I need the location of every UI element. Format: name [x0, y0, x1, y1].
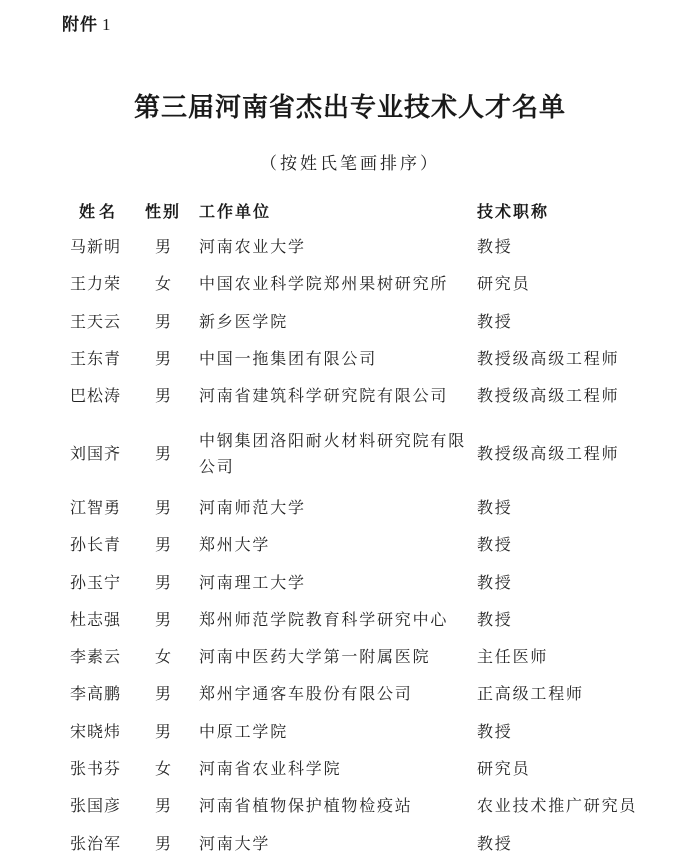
row-name: 张治军	[70, 834, 122, 853]
row-title: 农业技术推广研究员	[477, 796, 638, 815]
row-unit: 中国农业科学院郑州果树研究所	[199, 274, 449, 293]
row-title: 正高级工程师	[477, 684, 584, 703]
row-unit: 中国一拖集团有限公司	[199, 349, 378, 368]
row-name: 王力荣	[70, 274, 122, 293]
row-unit: 中钢集团洛阳耐火材料研究院有限公司	[199, 431, 467, 476]
row-unit: 河南理工大学	[199, 573, 306, 592]
table-row	[0, 309, 700, 335]
table-row	[0, 719, 700, 745]
document-title: 第三届河南省杰出专业技术人才名单	[133, 93, 566, 123]
row-title: 教授	[477, 535, 513, 554]
row-title: 教授	[477, 610, 513, 629]
row-unit: 河南大学	[199, 834, 271, 853]
table-row	[0, 346, 700, 372]
row-gender: 男	[154, 444, 171, 463]
row-unit: 河南省植物保护植物检疫站	[199, 796, 413, 815]
row-gender: 男	[154, 684, 171, 703]
row-unit: 郑州大学	[199, 535, 271, 554]
row-unit: 中原工学院	[199, 722, 289, 741]
table-row	[0, 756, 700, 782]
row-gender: 女	[154, 274, 171, 293]
row-gender: 男	[154, 573, 171, 592]
table-row	[0, 681, 700, 707]
row-title: 教授	[477, 722, 513, 741]
row-gender: 男	[154, 312, 171, 331]
row-name: 杜志强	[70, 610, 122, 629]
table-row	[0, 570, 700, 596]
table-row	[0, 234, 700, 260]
row-name: 刘国齐	[70, 444, 122, 463]
row-name: 王东青	[70, 349, 122, 368]
row-unit: 河南省建筑科学研究院有限公司	[199, 386, 449, 405]
row-gender: 男	[154, 237, 171, 256]
row-unit: 新乡医学院	[199, 312, 289, 331]
table-row	[0, 271, 700, 297]
row-gender: 男	[154, 349, 171, 368]
header-gender: 性别	[144, 202, 181, 221]
row-gender: 女	[154, 759, 171, 778]
row-unit: 郑州师范学院教育科学研究中心	[199, 610, 449, 629]
table-row	[0, 428, 700, 480]
table-row	[0, 532, 700, 558]
row-unit: 河南农业大学	[199, 237, 306, 256]
row-name: 孙长青	[70, 535, 122, 554]
row-unit: 河南省农业科学院	[199, 759, 342, 778]
table-row	[0, 793, 700, 819]
row-gender: 男	[154, 498, 171, 517]
row-gender: 男	[154, 796, 171, 815]
row-gender: 男	[154, 386, 171, 405]
header-unit: 工作单位	[199, 202, 272, 221]
row-name: 王天云	[70, 312, 122, 331]
row-name: 孙玉宁	[70, 573, 122, 592]
row-name: 宋晓炜	[70, 722, 122, 741]
table-row	[0, 607, 700, 633]
row-title: 研究员	[477, 759, 531, 778]
row-name: 张书芬	[70, 759, 122, 778]
row-title: 教授	[477, 312, 513, 331]
row-gender: 女	[154, 647, 171, 666]
table-row	[0, 495, 700, 521]
row-title: 教授	[477, 498, 513, 517]
row-gender: 男	[154, 834, 171, 853]
row-title: 主任医师	[477, 647, 549, 666]
row-title: 教授级高级工程师	[477, 444, 620, 463]
attachment-label	[62, 10, 112, 35]
row-unit: 河南师范大学	[199, 498, 306, 517]
row-gender: 男	[154, 535, 171, 554]
table-header	[0, 199, 700, 225]
attachment-text: 附件	[62, 15, 98, 35]
row-name: 江智勇	[70, 498, 122, 517]
row-title: 教授	[477, 237, 513, 256]
table-row	[0, 831, 700, 857]
header-title: 技术职称	[477, 202, 550, 221]
row-title: 研究员	[477, 274, 531, 293]
attachment-number: 1	[102, 15, 112, 34]
table-row	[0, 383, 700, 409]
row-name: 李素云	[70, 647, 122, 666]
row-name: 张国彦	[70, 796, 122, 815]
row-name: 马新明	[70, 237, 122, 256]
document-subtitle: （按姓氏笔画排序）	[260, 154, 440, 174]
row-unit: 郑州宇通客车股份有限公司	[199, 684, 413, 703]
row-title: 教授级高级工程师	[477, 386, 620, 405]
header-name: 姓名	[79, 202, 120, 221]
row-title: 教授	[477, 573, 513, 592]
row-unit: 河南中医药大学第一附属医院	[199, 647, 431, 666]
row-title: 教授	[477, 834, 513, 853]
table-row	[0, 644, 700, 670]
row-gender: 男	[154, 610, 171, 629]
row-name: 李高鹏	[70, 684, 122, 703]
row-gender: 男	[154, 722, 171, 741]
row-name: 巴松涛	[70, 386, 122, 405]
row-title: 教授级高级工程师	[477, 349, 620, 368]
